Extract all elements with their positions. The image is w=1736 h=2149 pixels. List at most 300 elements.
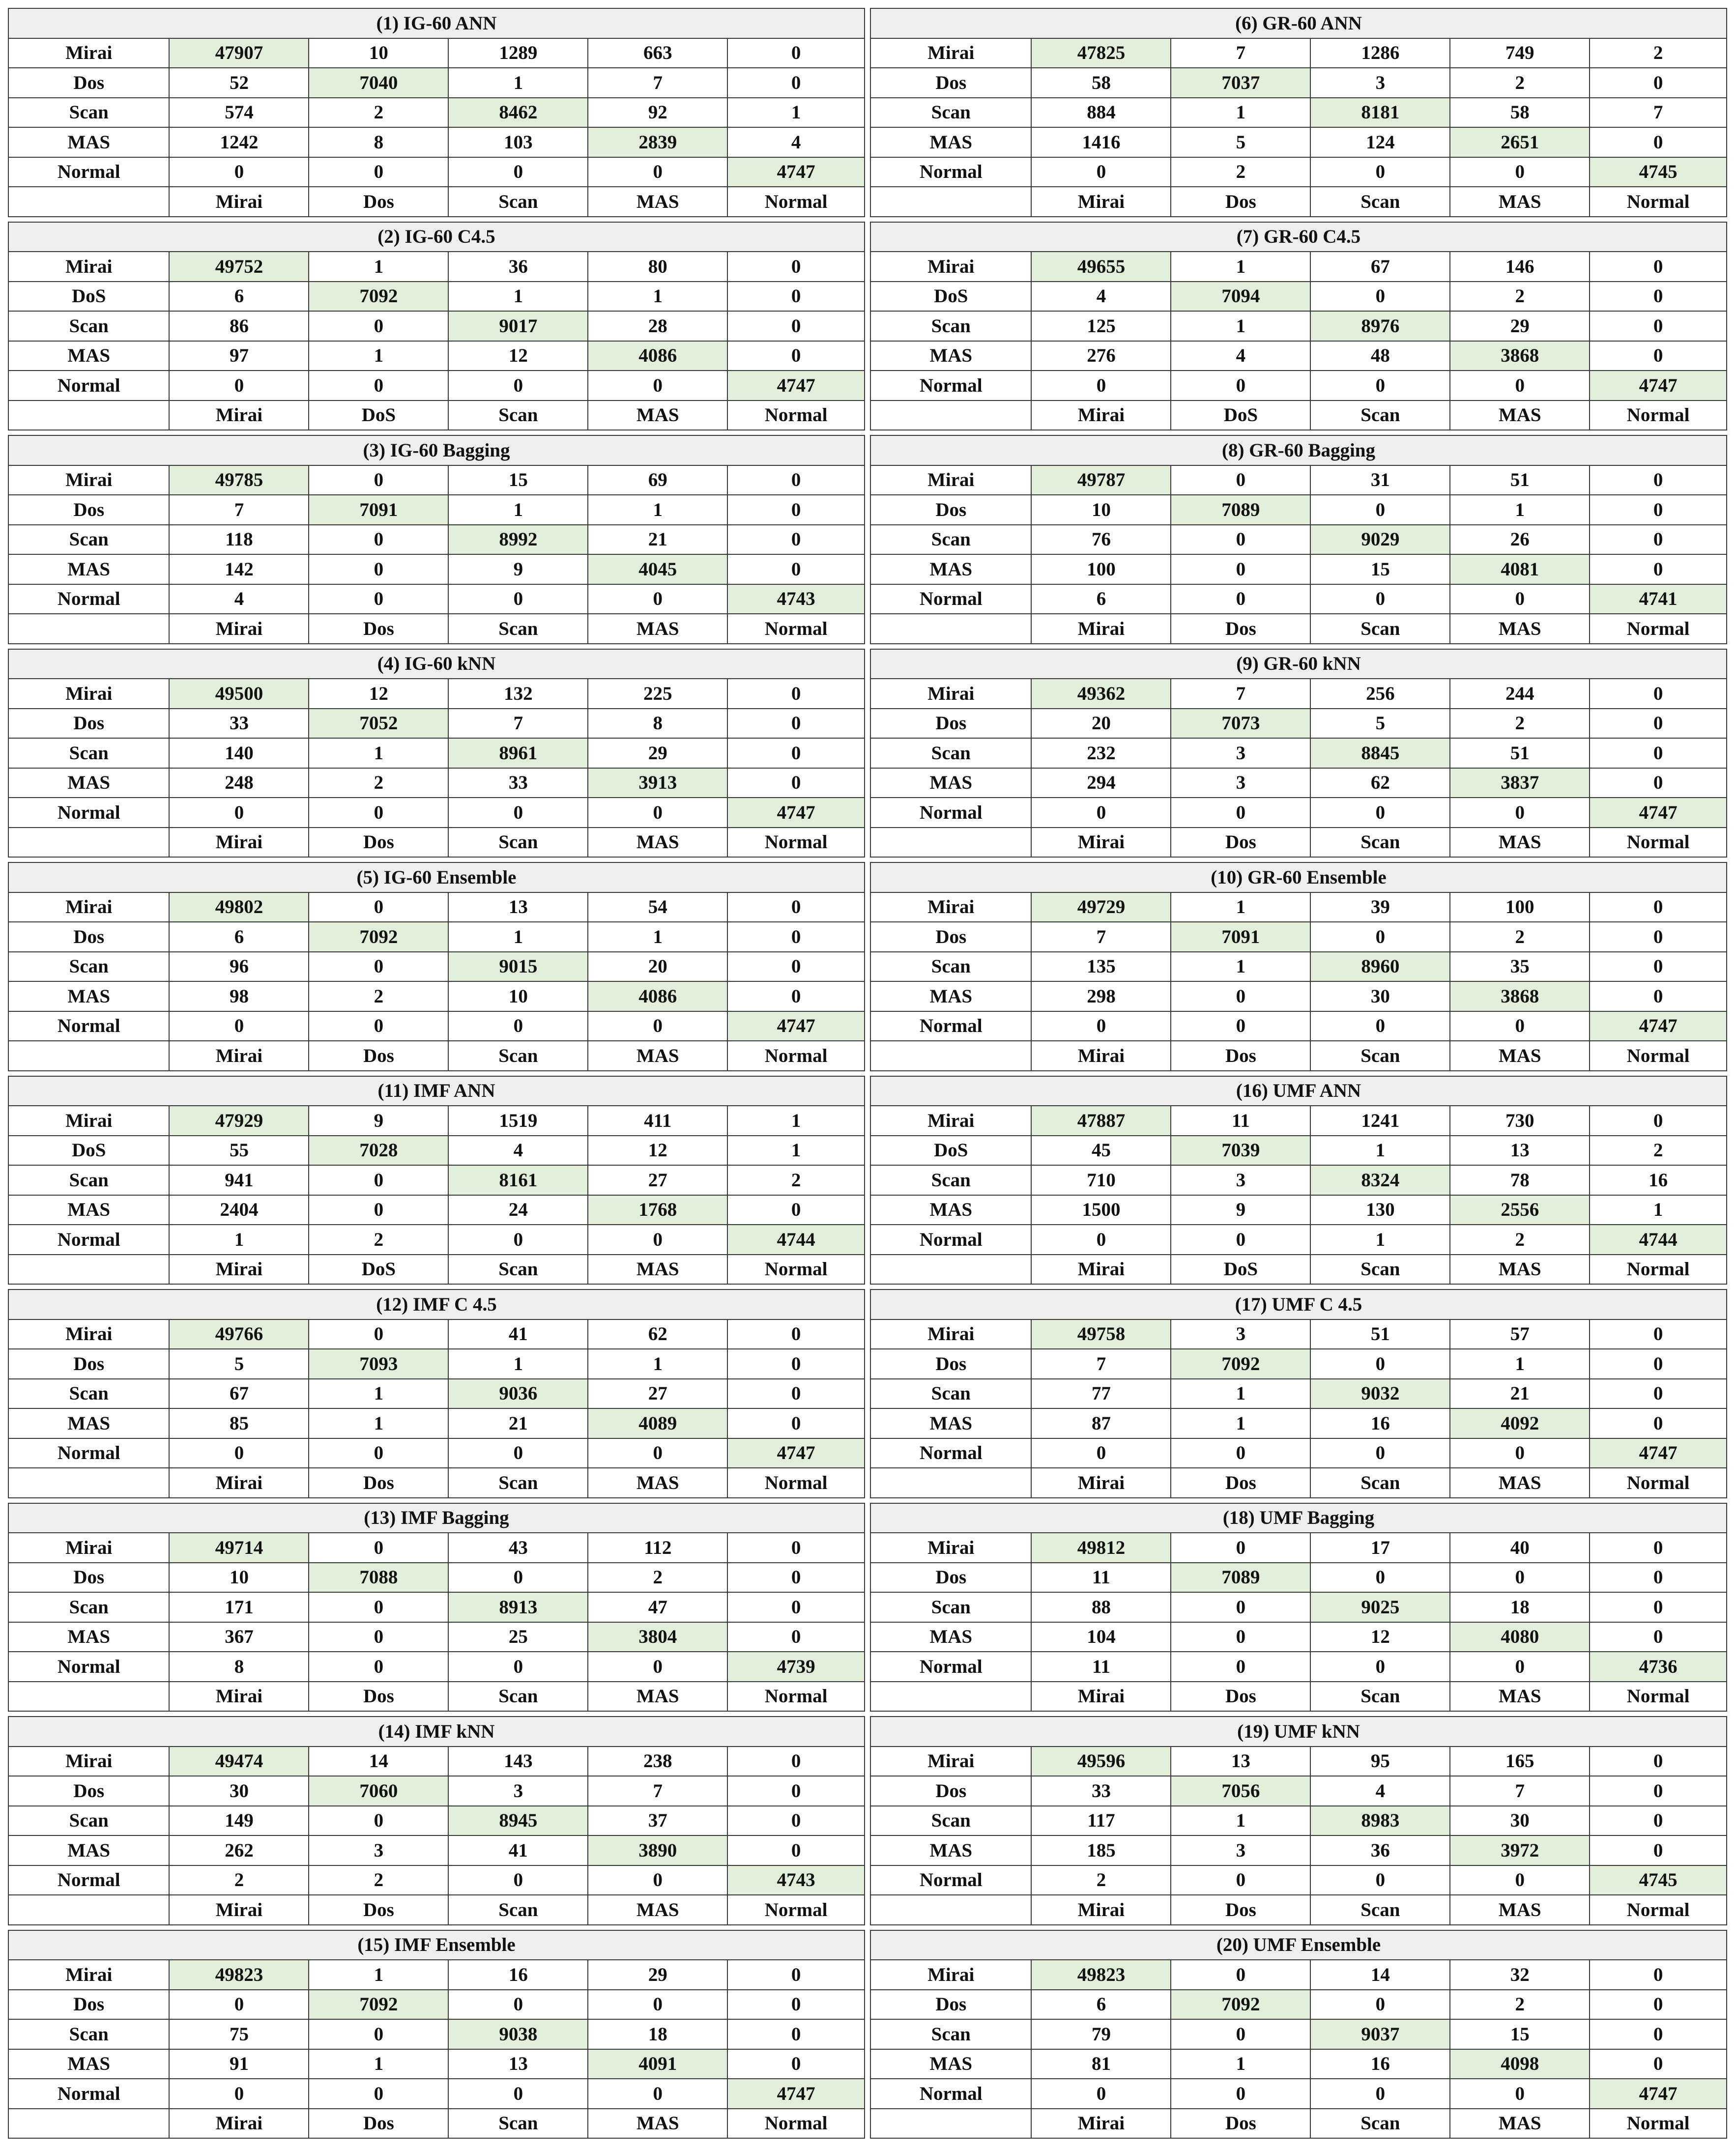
- matrix-cell: 16: [1590, 1165, 1727, 1195]
- row-label: Mirai: [870, 1747, 1031, 1777]
- matrix-cell: 13: [1450, 1136, 1590, 1166]
- column-header: Dos: [1171, 1468, 1310, 1498]
- matrix-cell: 0: [1310, 1349, 1450, 1379]
- column-header-row: [8, 2109, 865, 2139]
- row-label: Scan: [870, 952, 1031, 982]
- column-header: Normal: [1590, 2109, 1727, 2139]
- matrix-cell: 0: [448, 157, 588, 187]
- matrix-cell: 0: [1310, 1438, 1450, 1468]
- column-header-row: [870, 401, 1727, 430]
- matrix-cell: 1: [1171, 252, 1310, 282]
- matrix-cell: 7: [588, 68, 727, 98]
- matrix-cell: 103: [448, 127, 588, 157]
- table-row: [8, 38, 865, 68]
- matrix-cell: 55: [169, 1136, 309, 1166]
- diagonal-cell: 49729: [1031, 892, 1171, 922]
- table-title-row: [8, 435, 865, 465]
- matrix-cell: 51: [1450, 738, 1590, 768]
- diagonal-cell: 47825: [1031, 38, 1171, 68]
- table-row: [870, 981, 1727, 1011]
- column-header: Dos: [309, 2109, 448, 2139]
- row-label: Mirai: [870, 38, 1031, 68]
- matrix-cell: 1: [1171, 952, 1310, 982]
- matrix-cell: 3: [309, 1835, 448, 1865]
- matrix-cell: 29: [588, 738, 727, 768]
- matrix-cell: 0: [1310, 157, 1450, 187]
- matrix-cell: 0: [1590, 738, 1727, 768]
- table-row: [8, 1533, 865, 1563]
- matrix-cell: 0: [169, 371, 309, 401]
- matrix-cell: 0: [448, 1865, 588, 1895]
- matrix-cell: 2: [1450, 282, 1590, 312]
- diagonal-cell: 4092: [1450, 1408, 1590, 1438]
- matrix-cell: 124: [1310, 127, 1450, 157]
- matrix-cell: 0: [309, 525, 448, 555]
- matrix-cell: 0: [1590, 495, 1727, 525]
- matrix-cell: 132: [448, 679, 588, 709]
- matrix-cell: 67: [169, 1379, 309, 1409]
- matrix-cell: 12: [588, 1136, 727, 1166]
- matrix-cell: 8: [309, 127, 448, 157]
- matrix-cell: 1: [588, 495, 727, 525]
- table-row: [870, 1806, 1727, 1836]
- matrix-cell: 0: [1171, 1533, 1310, 1563]
- matrix-cell: 14: [309, 1747, 448, 1777]
- matrix-cell: 97: [169, 341, 309, 371]
- matrix-cell: 4: [448, 1136, 588, 1166]
- row-label: Normal: [8, 1225, 169, 1255]
- row-label: Mirai: [870, 1319, 1031, 1349]
- matrix-cell: 39: [1310, 892, 1450, 922]
- row-label: Scan: [870, 311, 1031, 341]
- row-label: Scan: [8, 2019, 169, 2049]
- matrix-cell: 7: [1450, 1776, 1590, 1806]
- matrix-cell: 0: [727, 1349, 865, 1379]
- matrix-cell: 0: [1590, 709, 1727, 739]
- row-label: Normal: [870, 1438, 1031, 1468]
- table-title-row: [8, 1503, 865, 1533]
- row-label: Dos: [8, 1776, 169, 1806]
- matrix-cell: 0: [1171, 1622, 1310, 1652]
- table-title-row: [870, 862, 1727, 892]
- matrix-cell: 0: [1310, 584, 1450, 614]
- diagonal-cell: 4089: [588, 1408, 727, 1438]
- column-header-row: [870, 187, 1727, 217]
- row-label: Mirai: [8, 38, 169, 68]
- diagonal-cell: 4747: [1590, 2079, 1727, 2109]
- matrix-cell: 0: [1590, 2049, 1727, 2079]
- matrix-cell: 0: [727, 252, 865, 282]
- row-label: Normal: [870, 1652, 1031, 1682]
- matrix-cell: 0: [1171, 1652, 1310, 1682]
- diagonal-cell: 4747: [1590, 1438, 1727, 1468]
- matrix-cell: 1: [727, 1106, 865, 1136]
- matrix-cell: 0: [309, 584, 448, 614]
- matrix-cell: 12: [309, 679, 448, 709]
- matrix-cell: 1416: [1031, 127, 1171, 157]
- matrix-cell: 0: [1310, 371, 1450, 401]
- matrix-cell: 7: [1171, 679, 1310, 709]
- row-label: Dos: [8, 1990, 169, 2020]
- table-row: [870, 798, 1727, 828]
- row-label: MAS: [8, 768, 169, 798]
- column-header-row: [8, 401, 865, 430]
- matrix-cell: 24: [448, 1195, 588, 1225]
- matrix-cell: 67: [1310, 252, 1450, 282]
- matrix-cell: 146: [1450, 252, 1590, 282]
- table-row: [8, 892, 865, 922]
- corner-cell: [870, 1468, 1031, 1498]
- column-header-row: [870, 2109, 1727, 2139]
- diagonal-cell: 7056: [1171, 1776, 1310, 1806]
- diagonal-cell: 7028: [309, 1136, 448, 1166]
- matrix-cell: 0: [448, 1563, 588, 1593]
- column-header: Mirai: [169, 2109, 309, 2139]
- matrix-cell: 0: [1031, 371, 1171, 401]
- matrix-cell: 4: [1031, 282, 1171, 312]
- matrix-cell: 0: [1310, 798, 1450, 828]
- table-row: [870, 1747, 1727, 1777]
- matrix-cell: 27: [588, 1379, 727, 1409]
- matrix-cell: 298: [1031, 981, 1171, 1011]
- table-row: [8, 679, 865, 709]
- table-row: [8, 1225, 865, 1255]
- matrix-cell: 1: [1310, 1225, 1450, 1255]
- matrix-cell: 0: [309, 1652, 448, 1682]
- matrix-cell: 4: [1310, 1776, 1450, 1806]
- table-title: (11) IMF ANN: [8, 1076, 865, 1106]
- matrix-cell: 6: [1031, 584, 1171, 614]
- diagonal-cell: 9038: [448, 2019, 588, 2049]
- confusion-matrix-18-umf-bagging: [870, 1503, 1727, 1712]
- column-header: Scan: [1310, 1468, 1450, 1498]
- table-title: (7) GR-60 C4.5: [870, 222, 1727, 252]
- column-header: Scan: [1310, 1895, 1450, 1925]
- matrix-cell: 0: [1310, 495, 1450, 525]
- table-row: [8, 2019, 865, 2049]
- matrix-cell: 7: [1171, 38, 1310, 68]
- matrix-cell: 0: [727, 554, 865, 584]
- matrix-cell: 2: [588, 1563, 727, 1593]
- diagonal-cell: 1768: [588, 1195, 727, 1225]
- corner-cell: [8, 2109, 169, 2139]
- matrix-cell: 0: [169, 1011, 309, 1041]
- row-label: Mirai: [870, 892, 1031, 922]
- matrix-cell: 0: [727, 282, 865, 312]
- table-row: [870, 465, 1727, 495]
- matrix-cell: 36: [448, 252, 588, 282]
- column-header: Normal: [727, 187, 865, 217]
- matrix-cell: 0: [588, 2079, 727, 2109]
- table-title: (6) GR-60 ANN: [870, 8, 1727, 38]
- column-header: Normal: [727, 2109, 865, 2139]
- table-row: [870, 1533, 1727, 1563]
- diagonal-cell: 4743: [727, 1865, 865, 1895]
- matrix-cell: 0: [1590, 2019, 1727, 2049]
- row-label: Scan: [870, 738, 1031, 768]
- matrix-cell: 0: [169, 2079, 309, 2109]
- matrix-cell: 1242: [169, 127, 309, 157]
- table-title: (5) IG-60 Ensemble: [8, 862, 865, 892]
- matrix-cell: 367: [169, 1622, 309, 1652]
- matrix-cell: 35: [1450, 952, 1590, 982]
- row-label: Mirai: [8, 1960, 169, 1990]
- matrix-cell: 18: [1450, 1592, 1590, 1622]
- table-row: [870, 892, 1727, 922]
- matrix-cell: 58: [1031, 68, 1171, 98]
- matrix-cell: 13: [448, 892, 588, 922]
- matrix-cell: 25: [448, 1622, 588, 1652]
- matrix-cell: 3: [448, 1776, 588, 1806]
- row-label: MAS: [870, 1622, 1031, 1652]
- matrix-cell: 1: [309, 1960, 448, 1990]
- matrix-cell: 3: [1171, 768, 1310, 798]
- matrix-cell: 0: [588, 1652, 727, 1682]
- matrix-cell: 0: [1031, 157, 1171, 187]
- diagonal-cell: 7060: [309, 1776, 448, 1806]
- confusion-matrix-3-ig-60-bagging: [8, 435, 865, 644]
- column-header: MAS: [1450, 1255, 1590, 1285]
- row-label: Dos: [870, 1990, 1031, 2020]
- column-header: Normal: [727, 1255, 865, 1285]
- matrix-cell: 0: [1590, 1990, 1727, 2020]
- corner-cell: [870, 1255, 1031, 1285]
- matrix-cell: 33: [1031, 1776, 1171, 1806]
- diagonal-cell: 47887: [1031, 1106, 1171, 1136]
- confusion-matrix-4-ig-60-knn: [8, 649, 865, 858]
- table-row: [8, 1960, 865, 1990]
- row-label: Normal: [8, 1438, 169, 1468]
- matrix-cell: 1: [1171, 311, 1310, 341]
- table-title: (16) UMF ANN: [870, 1076, 1727, 1106]
- matrix-cell: 0: [1590, 525, 1727, 555]
- matrix-cell: 1: [309, 341, 448, 371]
- matrix-cell: 0: [1590, 127, 1727, 157]
- corner-cell: [8, 1041, 169, 1071]
- row-label: Normal: [870, 1865, 1031, 1895]
- table-title: (12) IMF C 4.5: [8, 1289, 865, 1319]
- column-header: Normal: [1590, 1041, 1727, 1071]
- diagonal-cell: 2556: [1450, 1195, 1590, 1225]
- confusion-matrix-19-umf-knn: [870, 1716, 1727, 1925]
- column-header: Scan: [448, 1895, 588, 1925]
- matrix-cell: 3: [1171, 1165, 1310, 1195]
- matrix-cell: 0: [448, 1225, 588, 1255]
- matrix-cell: 0: [1171, 1592, 1310, 1622]
- matrix-cell: 1: [448, 1349, 588, 1379]
- matrix-cell: 0: [309, 2019, 448, 2049]
- diagonal-cell: 4747: [727, 157, 865, 187]
- matrix-cell: 0: [309, 371, 448, 401]
- row-label: Scan: [8, 952, 169, 982]
- matrix-cell: 0: [1171, 2019, 1310, 2049]
- matrix-cell: 0: [588, 1011, 727, 1041]
- matrix-cell: 0: [1171, 1865, 1310, 1895]
- matrix-cell: 47: [588, 1592, 727, 1622]
- matrix-cell: 244: [1450, 679, 1590, 709]
- confusion-matrix-10-gr-60-ensemble: [870, 862, 1727, 1071]
- row-label: MAS: [870, 341, 1031, 371]
- diagonal-cell: 49802: [169, 892, 309, 922]
- table-row: [8, 282, 865, 312]
- confusion-matrix-6-gr-60-ann: [870, 8, 1727, 217]
- matrix-cell: 77: [1031, 1379, 1171, 1409]
- matrix-cell: 0: [1310, 2079, 1450, 2109]
- table-row: [8, 525, 865, 555]
- matrix-cell: 165: [1450, 1747, 1590, 1777]
- column-header: Normal: [1590, 401, 1727, 430]
- diagonal-cell: 4098: [1450, 2049, 1590, 2079]
- matrix-cell: 1: [448, 922, 588, 952]
- column-header: Mirai: [169, 401, 309, 430]
- row-label: Scan: [8, 525, 169, 555]
- table-row: [870, 38, 1727, 68]
- matrix-cell: 0: [1450, 1563, 1590, 1593]
- table-row: [870, 1165, 1727, 1195]
- matrix-cell: 6: [1031, 1990, 1171, 2020]
- column-header: Normal: [1590, 1895, 1727, 1925]
- table-title-row: [870, 1717, 1727, 1747]
- row-label: Scan: [8, 311, 169, 341]
- column-header: Mirai: [1031, 1255, 1171, 1285]
- column-header: Scan: [1310, 187, 1450, 217]
- column-header-row: [870, 828, 1727, 858]
- table-row: [870, 98, 1727, 128]
- matrix-cell: 0: [727, 1563, 865, 1593]
- column-header: Dos: [1171, 2109, 1310, 2139]
- matrix-cell: 1: [1171, 1806, 1310, 1836]
- matrix-cell: 0: [309, 1195, 448, 1225]
- confusion-matrix-12-imf-c-4-5: [8, 1289, 865, 1498]
- diagonal-cell: 8913: [448, 1592, 588, 1622]
- confusion-matrix-5-ig-60-ensemble: [8, 862, 865, 1071]
- row-label: MAS: [8, 1408, 169, 1438]
- matrix-cell: 0: [309, 311, 448, 341]
- matrix-cell: 140: [169, 738, 309, 768]
- matrix-cell: 0: [1590, 68, 1727, 98]
- diagonal-cell: 49823: [169, 1960, 309, 1990]
- table-title: (1) IG-60 ANN: [8, 8, 865, 38]
- matrix-cell: 0: [1450, 1438, 1590, 1468]
- matrix-cell: 0: [588, 157, 727, 187]
- diagonal-cell: 49766: [169, 1319, 309, 1349]
- diagonal-cell: 3837: [1450, 768, 1590, 798]
- matrix-cell: 0: [309, 1165, 448, 1195]
- matrix-cell: 0: [588, 1865, 727, 1895]
- row-label: Dos: [8, 495, 169, 525]
- diagonal-cell: 8945: [448, 1806, 588, 1836]
- matrix-cell: 256: [1310, 679, 1450, 709]
- column-header-row: [8, 1255, 865, 1285]
- column-header: Scan: [1310, 401, 1450, 430]
- matrix-cell: 1289: [448, 38, 588, 68]
- matrix-cell: 11: [1031, 1563, 1171, 1593]
- matrix-cell: 26: [1450, 525, 1590, 555]
- column-header: MAS: [1450, 2109, 1590, 2139]
- row-label: Dos: [870, 922, 1031, 952]
- matrix-cell: 51: [1450, 465, 1590, 495]
- table-row: [8, 252, 865, 282]
- matrix-cell: 0: [1031, 1225, 1171, 1255]
- row-label: Mirai: [870, 1533, 1031, 1563]
- matrix-cell: 0: [309, 1438, 448, 1468]
- matrix-cell: 7: [169, 495, 309, 525]
- matrix-cell: 30: [1310, 981, 1450, 1011]
- column-header: Scan: [448, 1468, 588, 1498]
- matrix-cell: 0: [727, 981, 865, 1011]
- confusion-matrix-14-imf-knn: [8, 1716, 865, 1925]
- row-label: Mirai: [8, 892, 169, 922]
- table-row: [870, 495, 1727, 525]
- table-row: [8, 922, 865, 952]
- column-header: Dos: [1171, 1895, 1310, 1925]
- diagonal-cell: 7039: [1171, 1136, 1310, 1166]
- matrix-cell: 45: [1031, 1136, 1171, 1166]
- matrix-cell: 2: [1450, 1990, 1590, 2020]
- matrix-cell: 31: [1310, 465, 1450, 495]
- matrix-cell: 1: [169, 1225, 309, 1255]
- table-row: [870, 1776, 1727, 1806]
- row-label: Scan: [8, 1592, 169, 1622]
- column-header: MAS: [588, 1468, 727, 1498]
- matrix-cell: 0: [727, 738, 865, 768]
- matrix-cell: 0: [727, 2019, 865, 2049]
- matrix-cell: 16: [448, 1960, 588, 1990]
- matrix-cell: 78: [1450, 1165, 1590, 1195]
- matrix-cell: 0: [448, 2079, 588, 2109]
- diagonal-cell: 2839: [588, 127, 727, 157]
- matrix-cell: 0: [727, 1195, 865, 1225]
- matrix-cell: 4: [169, 584, 309, 614]
- column-header: Mirai: [1031, 1895, 1171, 1925]
- table-row: [8, 1195, 865, 1225]
- diagonal-cell: 49785: [169, 465, 309, 495]
- matrix-cell: 0: [727, 1592, 865, 1622]
- matrix-cell: 0: [1171, 2079, 1310, 2109]
- matrix-cell: 0: [1590, 952, 1727, 982]
- matrix-cell: 9: [448, 554, 588, 584]
- column-header: Scan: [1310, 1041, 1450, 1071]
- matrix-cell: 48: [1310, 341, 1450, 371]
- corner-cell: [870, 401, 1031, 430]
- table-title-row: [8, 1717, 865, 1747]
- diagonal-cell: 4747: [1590, 1011, 1727, 1041]
- column-header-row: [8, 614, 865, 644]
- row-label: MAS: [870, 768, 1031, 798]
- row-label: Dos: [870, 1776, 1031, 1806]
- column-header: MAS: [1450, 1895, 1590, 1925]
- table-title-row: [870, 8, 1727, 38]
- row-label: Normal: [870, 584, 1031, 614]
- matrix-cell: 2: [1450, 709, 1590, 739]
- matrix-cell: 10: [169, 1563, 309, 1593]
- column-header: Dos: [309, 1682, 448, 1712]
- matrix-cell: 0: [309, 465, 448, 495]
- confusion-matrix-20-umf-ensemble: [870, 1930, 1727, 2139]
- matrix-cell: 96: [169, 952, 309, 982]
- table-row: [8, 341, 865, 371]
- matrix-cell: 0: [727, 922, 865, 952]
- matrix-cell: 0: [309, 554, 448, 584]
- matrix-cell: 0: [1590, 679, 1727, 709]
- diagonal-cell: 7094: [1171, 282, 1310, 312]
- column-header: Scan: [448, 614, 588, 644]
- column-header: MAS: [588, 1041, 727, 1071]
- table-row: [870, 1106, 1727, 1136]
- matrix-cell: 0: [727, 1379, 865, 1409]
- matrix-cell: 1: [309, 738, 448, 768]
- matrix-cell: 0: [1590, 1563, 1727, 1593]
